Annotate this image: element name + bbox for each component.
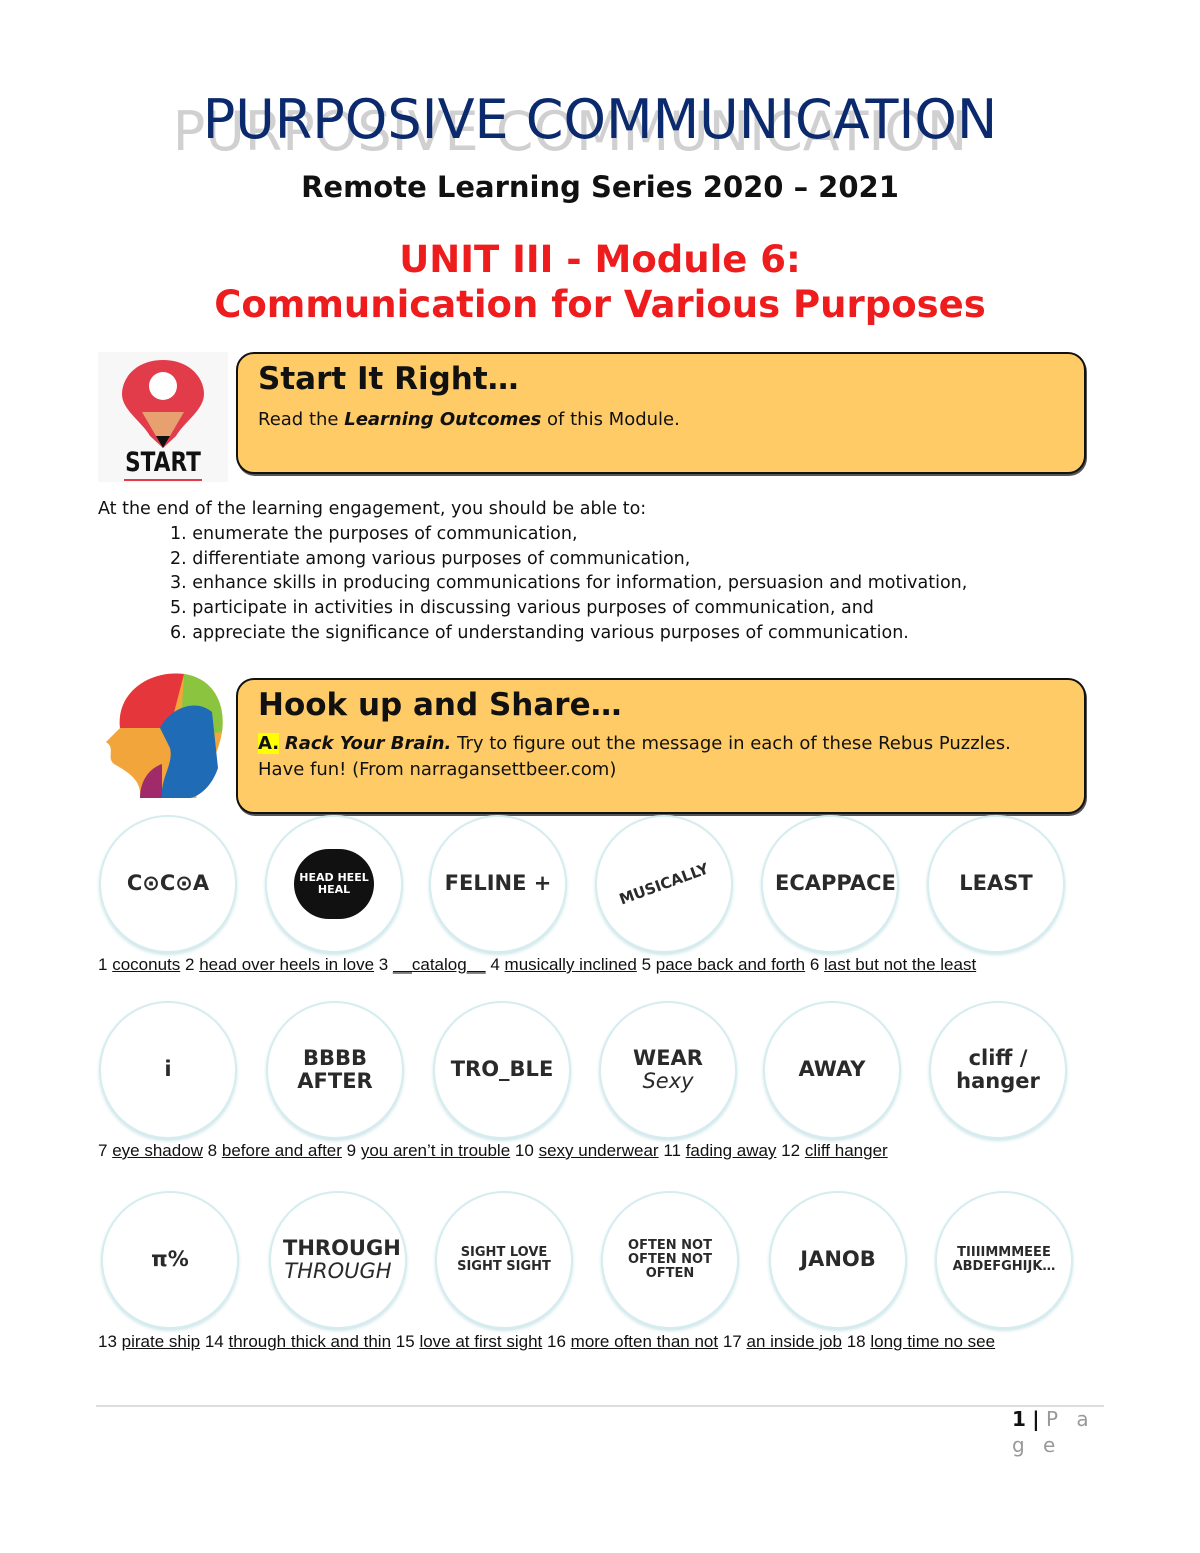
outcome-item: 1. enumerate the purposes of communication, [170,523,578,544]
rebus-puzzle-7: i [99,1001,237,1139]
rebus-puzzle-4: MUSICALLY [595,815,733,953]
module-title: Communication for Various Purposes [214,283,986,326]
answer-row [98,955,976,975]
outcome-item: 6. appreciate the significance of understanding various purposes of communication. [170,622,909,643]
start-heading: Start It Right… [258,361,519,397]
answer-item: 17 an inside job [722,1332,842,1351]
answer-item: 18 long time no see [846,1332,996,1351]
outcome-item: 2. differentiate among various purposes of communication, [170,548,691,569]
answer-item: 8 before and after [207,1141,342,1160]
rebus-puzzle-17: JANOB [769,1191,907,1329]
start-it-right-box [236,352,1086,474]
rebus-puzzle-3: FELINE + [429,815,567,953]
answer-item: 9 you aren’t in trouble [346,1141,511,1160]
hook-up-and-share-box [236,678,1086,814]
answer-item: 14 through thick and thin [204,1332,392,1351]
head-puzzle-icon [100,668,230,800]
answer-row [98,1141,888,1161]
rebus-puzzle-2: HEAD HEEL HEAL [265,815,403,953]
hook-heading: Hook up and Share… [258,687,622,723]
rebus-puzzle-16: OFTEN NOT OFTEN NOT OFTEN [601,1191,739,1329]
start-pencil-icon [98,352,228,482]
hook-text: A. Rack Your Brain. Try to figure out the message in each of these Rebus Puzzles. Have fun! (From narragansettbeer.com) [258,733,1011,780]
unit-title: UNIT III - Module 6: [399,238,801,281]
rebus-puzzle-6: LEAST [927,815,1065,953]
rebus-puzzle-5: ECAPPACE [761,815,899,953]
outcomes-intro: At the end of the learning engagement, you should be able to: [98,499,647,519]
rebus-puzzle-10: WEAR Sexy [599,1001,737,1139]
rebus-puzzle-12: cliff / hanger [929,1001,1067,1139]
start-text: Read the Learning Outcomes of this Module. [258,409,680,430]
rebus-puzzle-15: SIGHT LOVE SIGHT SIGHT [435,1191,573,1329]
answer-item: 15 love at first sight [395,1332,543,1351]
answer-item: 4 musically inclined [490,955,637,974]
answer-item: 12 cliff hanger [781,1141,888,1160]
answer-item: 3 __catalog__ [378,955,486,974]
start-label: START [125,447,201,478]
rebus-puzzle-9: TRO_BLE [433,1001,571,1139]
outcome-item: 5. participate in activities in discussing various purposes of communication, and [170,598,874,619]
answer-item: 7 eye shadow [98,1141,203,1160]
answer-item: 13 pirate ship [98,1332,201,1351]
answer-item: 5 pace back and forth [641,955,806,974]
answer-row [98,1332,995,1352]
rebus-puzzle-18: TIIIIMMMEEE ABDEFGHIJK… [935,1191,1073,1329]
page-number: 1 | P a g e [1012,1407,1095,1457]
page-title: PURPOSIVE COMMUNICATION [202,88,998,151]
rebus-puzzle-13: π% [101,1191,239,1329]
rebus-puzzle-8: BBBB AFTER [266,1001,404,1139]
outcome-item: 3. enhance skills in producing communications for information, persuasion and motivation, [170,573,968,594]
footer-divider [96,1405,1104,1407]
rebus-puzzle-1: C⊙C⊙A [99,815,237,953]
learning-outcomes [98,497,967,646]
answer-item: 10 sexy underwear [514,1141,659,1160]
rebus-puzzle-11: AWAY [763,1001,901,1139]
answer-item: 6 last but not the least [809,955,977,974]
answer-item: 16 more often than not [547,1332,719,1351]
answer-item: 2 head over heels in love [184,955,375,974]
subtitle: Remote Learning Series 2020 – 2021 [301,170,899,204]
rebus-puzzle-14: THROUGH THROUGH [269,1191,407,1329]
answer-item: 11 fading away [663,1141,777,1160]
answer-item: 1 coconuts [98,955,181,974]
